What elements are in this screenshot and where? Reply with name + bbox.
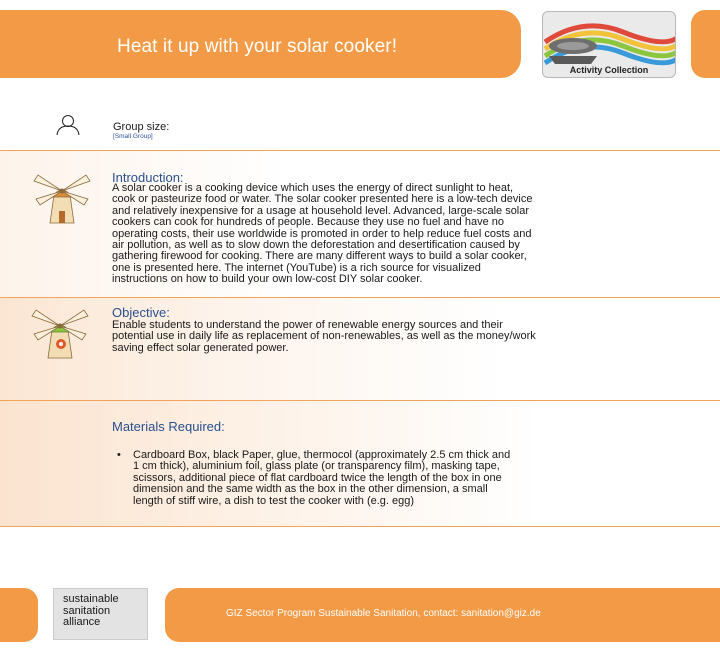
bullet: •	[117, 449, 121, 461]
divider	[0, 526, 720, 527]
activity-collection-logo	[542, 11, 676, 78]
windmill-icon	[28, 300, 92, 360]
list-item-line: Cardboard Box, black Paper, glue, thermocol (approximately 2.5 cm thick and	[133, 449, 511, 461]
footer-left-tab	[0, 588, 38, 642]
group-size-label: Group size:	[113, 121, 170, 133]
text-line: Enable students to understand the power of renewable energy sources and their	[112, 319, 503, 331]
text-line: potential use in daily life as replacement of non-renewables, as well as the money/work	[112, 330, 536, 343]
list-item-line: dimension and the same width as the box in the other dimension, a small	[133, 483, 488, 496]
header-right-tab	[691, 10, 720, 78]
introduction-text	[112, 183, 660, 286]
text-line: cookers can cook for hundreds of people. Because they use no fuel and have no	[112, 216, 504, 229]
footer-contact: GIZ Sector Program Sustainable Sanitation, contact: sanitation@giz.de	[226, 608, 541, 619]
person-icon	[55, 114, 81, 136]
alliance-line: sanitation	[63, 604, 111, 617]
materials-list	[117, 449, 648, 507]
page-title: Heat it up with your solar cooker!	[117, 36, 398, 57]
materials-title: Materials Required:	[112, 419, 225, 434]
text-line: operating costs, their use worldwide is promoted in order to help reduce fuel costs and	[112, 227, 532, 240]
objective-text	[112, 320, 660, 354]
objective-title: Objective:	[112, 305, 170, 320]
text-line: gathering firewood for cooking. There are many different ways to build a solar cooker,	[112, 250, 527, 263]
sustainable-sanitation-alliance-logo	[53, 588, 148, 640]
alliance-line: alliance	[63, 616, 101, 628]
text-line: air pollution, as well as to slow down the deforestation and desertification caused by	[112, 239, 520, 252]
text-line: cook or pasteurize food or water. The solar cooker presented here is a low-tech device	[112, 193, 533, 206]
text-line: and relatively inexpensive for a usage at household level. Advanced, large-scale solar	[112, 204, 530, 217]
group-size-value: [Small Group]	[113, 133, 153, 140]
text-line: A solar cooker is a cooking device which uses the energy of direct sunlight to heat,	[112, 182, 514, 194]
text-line: instructions on how to build your own low-cost DIY solar cooker.	[112, 273, 423, 286]
alliance-line: sustainable	[63, 593, 119, 605]
list-item-line: length of stiff wire, a dish to test the cooker with (e.g. egg)	[133, 494, 415, 507]
list-item-line: scissors, additional piece of flat cardboard twice the length of the box in one	[133, 471, 502, 484]
windmill-icon	[30, 165, 94, 225]
text-line: saving effect solar generated power.	[112, 341, 289, 354]
list-item-line: 1 cm thick), aluminium foil, glass plate (or transparency film), masking tape,	[133, 460, 500, 473]
logo-caption: Activity Collection	[569, 65, 649, 75]
introduction-title: Introduction:	[112, 170, 184, 185]
text-line: one is presented here. The internet (YouTube) is a rich source for visualized	[112, 261, 481, 274]
